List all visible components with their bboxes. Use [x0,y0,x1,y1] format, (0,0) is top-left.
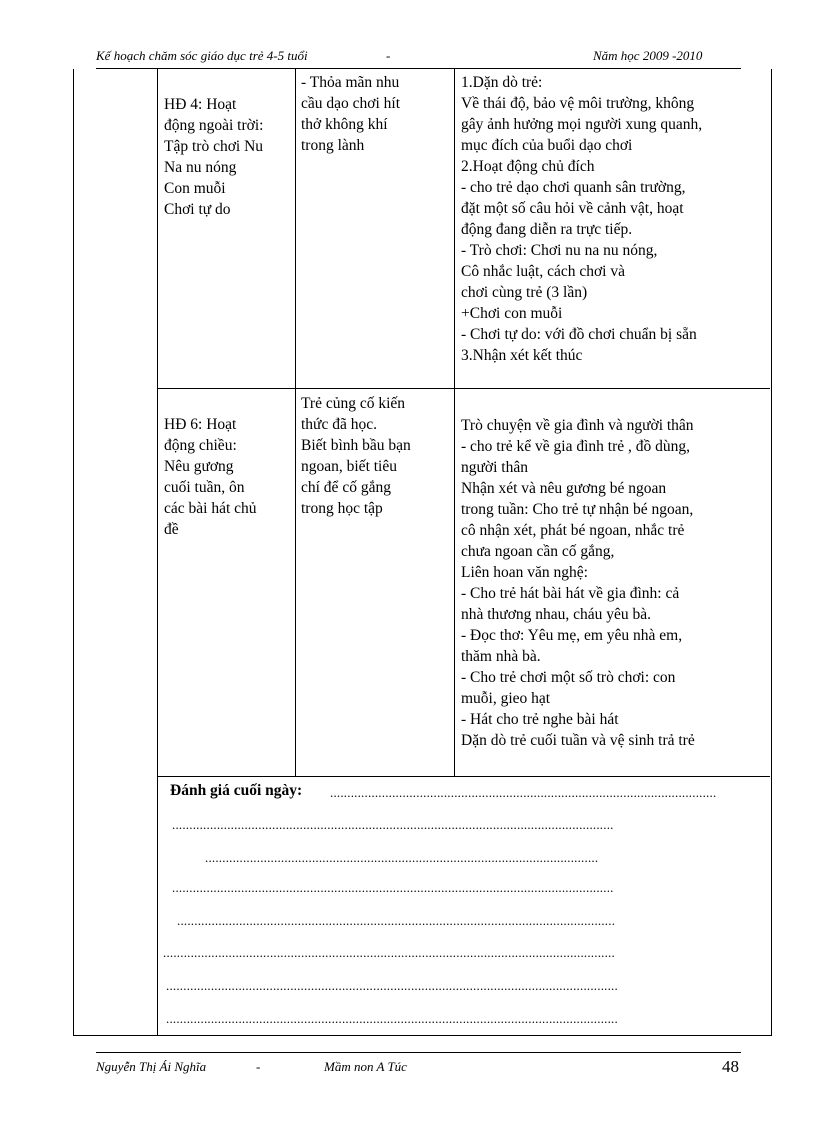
text-line: muỗi, gieo hạt [461,690,551,707]
evaluation-line: ............................................................................................................................... [177,913,616,928]
table-divider-1 [157,69,158,1035]
text-line: Biết bình bầu bạn [301,437,411,454]
text-line: cầu dạo chơi hít [301,95,401,112]
text-line: các bài hát chủ [164,500,257,517]
text-line: Cô nhắc luật, cách chơi và [461,263,625,280]
row2-content [461,415,695,751]
text-line: trong học tập [301,500,383,517]
evaluation-title: Đánh giá cuối ngày: [170,782,303,799]
page-number: 48 [722,1057,739,1076]
text-line: - Chơi tự do: với đồ chơi chuẩn bị sẵn [461,326,697,343]
page-footer [96,1052,741,1077]
text-line: Nêu gương [164,458,234,475]
text-line: mục đích của buổi dạo chơi [461,137,633,154]
page-header [96,48,741,69]
evaluation-line: ................................................................................................................................ [172,880,614,895]
text-line: Con muỗi [164,180,226,197]
text-line: thăm nhà bà. [461,648,541,665]
text-line: thở không khí [301,116,388,133]
text-line: - cho trẻ kể về gia đình trẻ , đồ dùng, [461,438,690,455]
text-line: cô nhận xét, phát bé ngoan, nhắc trẻ [461,522,685,539]
header-title: Kế hoạch chăm sóc giáo dục trẻ 4-5 tuổi [96,48,308,63]
text-line: Liên hoan văn nghệ: [461,564,588,581]
text-line: - Đọc thơ: Yêu mẹ, em yêu nhà em, [461,627,683,644]
table-divider-3 [454,69,455,776]
text-line: động đang diễn ra trực tiếp. [461,221,633,238]
text-line: Nhận xét và nêu gương bé ngoan [461,480,667,497]
text-line: chí để cố gắng [301,479,391,496]
evaluation-line: ................................................................................................................ [330,785,717,800]
text-line: Về thái độ, bảo vệ môi trường, không [461,95,695,112]
text-line: Na nu nóng [164,159,237,176]
row2-goal [301,393,411,519]
evaluation-line: .................................................................................................................. [205,850,599,865]
text-line: Trò chuyện về gia đình và người thân [461,417,694,434]
text-line: người thân [461,459,528,476]
header-dash: - [386,48,391,63]
evaluation-line: ................................................................................................................................... [166,1011,618,1026]
text-line: chơi cùng trẻ (3 lần) [461,284,588,301]
text-line: Trẻ củng cố kiến [301,395,406,412]
text-line: trong tuần: Cho trẻ tự nhận bé ngoan, [461,501,694,518]
footer-author: Nguyễn Thị Ái Nghĩa [96,1059,207,1074]
text-line: HĐ 6: Hoạt [164,416,237,433]
text-line: ngoan, biết tiêu [301,458,397,475]
text-line: gây ảnh hưởng mọi người xung quanh, [461,116,703,133]
text-line: 1.Dặn dò trẻ: [461,74,543,91]
evaluation-line: ................................................................................................................................... [163,945,615,960]
row1-goal [301,72,400,156]
text-line: +Chơi con muỗi [461,305,563,322]
text-line: - Trò chơi: Chơi nu na nu nóng, [461,242,658,259]
row1-activity [164,94,263,220]
header-school-year: Năm học 2009 -2010 [593,48,703,63]
footer-dash: - [256,1059,261,1074]
table-divider-2 [295,69,296,776]
text-line: HĐ 4: Hoạt [164,96,237,113]
text-line: chưa ngoan cần cố gắng, [461,543,615,560]
text-line: Chơi tự do [164,201,231,218]
text-line: Dặn dò trẻ cuối tuần và vệ sinh trả trẻ [461,732,695,749]
text-line: - Cho trẻ hát bài hát về gia đình: cả [461,585,680,602]
text-line: đề [164,521,179,538]
text-line: - Cho trẻ chơi một số trò chơi: con [461,669,676,686]
text-line: trong lành [301,137,365,154]
row-separator-1 [157,388,770,389]
evaluation-line: ................................................................................................................................ [172,817,614,832]
text-line: đặt một số câu hỏi về cảnh vật, hoạt [461,200,684,217]
text-line: - Hát cho trẻ nghe bài hát [461,711,619,728]
row2-activity [164,414,257,540]
text-line: 3.Nhận xét kết thúc [461,347,583,364]
evaluation-line: ................................................................................................................................... [166,978,618,993]
text-line: cuối tuần, ôn [164,479,245,496]
row-separator-2 [157,776,770,777]
text-line: Tập trò chơi Nu [164,138,264,155]
footer-school: Mầm non A Túc [324,1059,407,1074]
text-line: - cho trẻ dạo chơi quanh sân trường, [461,179,686,196]
text-line: nhà thương nhau, cháu yêu bà. [461,606,652,623]
text-line: - Thỏa mãn nhu [301,74,400,91]
row1-content [461,72,702,366]
text-line: 2.Hoạt động chủ đích [461,158,595,175]
text-line: thức đã học. [301,416,377,433]
text-line: động ngoài trời: [164,117,264,134]
text-line: động chiều: [164,437,237,454]
